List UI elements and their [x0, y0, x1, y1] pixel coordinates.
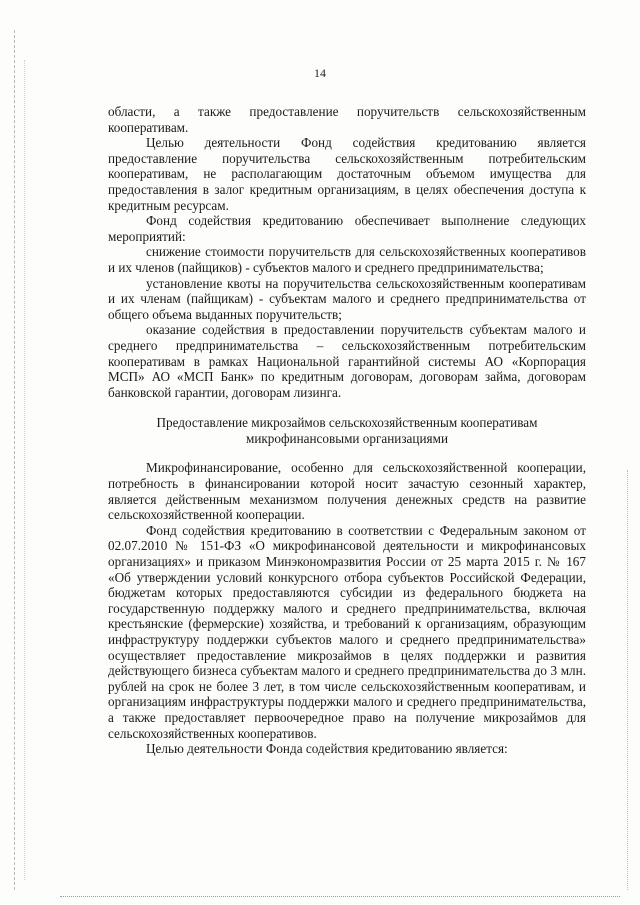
scan-edge-right	[627, 470, 628, 890]
scan-edge-left	[14, 30, 15, 890]
scan-bottom-edge	[60, 896, 620, 897]
list-item-cost-reduction: снижение стоимости поручительств для сельскохозяйственных кооперативов и их членов (пайщиков) - субъектов малого и среднего предпринимательства;	[108, 244, 586, 275]
paragraph-measures-intro: Фонд содействия кредитованию обеспечивает выполнение следующих мероприятий:	[108, 213, 586, 244]
body-text	[108, 104, 586, 757]
list-item-quota: установление квоты на поручительства сельскохозяйственным кооперативам и их членам (пайщикам) - субъектам малого и среднего предпринимательства от общего объема выданных поручительств;	[108, 275, 586, 322]
paragraph-fund-goal: Целью деятельности Фонда содействия кредитованию является:	[146, 741, 508, 757]
section-heading-line2: микрофинансовыми организациями	[245, 430, 448, 446]
scan-edge-left-inner	[24, 60, 25, 880]
list-item-assistance: оказание содействия в предоставлении поручительств субъектам малого и среднего предпринимательства – сельскохозяйственным потребительским кооперативам в рамках Национальной гарантийной системы АО «Корпорация МСП» АО «МСП Банк» по кредитным договорам, договорам займа, договорам банковской гарантии, договорам лизинга.	[108, 322, 586, 400]
section-heading-line1: Предоставление микрозаймов сельскохозяйственным кооперативам	[156, 415, 538, 431]
paragraph-fund-microloans: Фонд содействия кредитованию в соответствии с Федеральным законом от 02.07.2010 № 151-ФЗ «О микрофинансовой деятельности и микрофинансовых организациях» и приказом Минэкономразвития России от 25 марта 2015 г. № 167 «Об утверждении условий конкурсного отбора субъектов Российской Федерации, бюджетам которых предоставляются субсидии из федерального бюджета на государственную поддержку малого и среднего предпринимательства, включая крестьянские (фермерские) хозяйства, и требований к организациям, образующим инфраструктуру поддержки субъектов малого и среднего предпринимательства» осуществляет предоставление микрозаймов в целях поддержки и развития действующего бизнеса субъектам малого и среднего предпринимательства до 3 млн. рублей на срок не более 3 лет, в том числе сельскохозяйственным кооперативам, и организациям инфраструктуры поддержки малого и среднего предпринимательства, а также предоставляет первоочередное право на получение микрозаймов для сельскохозяйственных кооперативов.	[108, 522, 586, 741]
paragraph-microfinance: Микрофинансирование, особенно для сельскохозяйственной кооперации, потребность в финансировании которой носит зачастую сезонный характер, является действенным механизмом получения денежных средств на развитие сельскохозяйственной кооперации.	[108, 460, 586, 523]
paragraph-goal: Целью деятельности Фонд содействия кредитованию является предоставление поручительства сельскохозяйственным потребительским кооперативам, не располагающим достаточным объемом имущества для предоставления в залог кредитным организациям, в целях обеспечения доступа к кредитным ресурсам.	[108, 135, 586, 213]
section-heading	[108, 415, 586, 446]
paragraph-intro-continuation: области, а также предоставление поручительств сельскохозяйственным кооперативам.	[108, 104, 586, 135]
page-number: 14	[314, 66, 326, 80]
